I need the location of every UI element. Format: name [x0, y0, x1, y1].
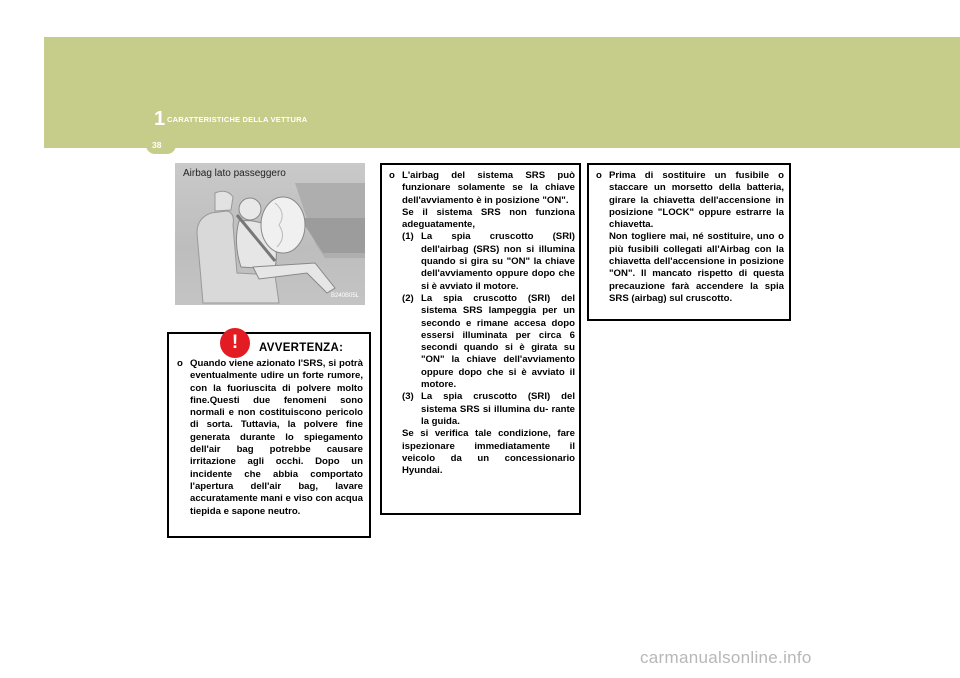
figure-code: B240B05L [330, 293, 359, 299]
airbag-drawing [175, 163, 365, 305]
list-item-text: La spia cruscotto (SRI) dell'airbag (SRS) non si illumina quando si gira su "ON" la chiave dell'avviamento oppure dopo che si è avviato il motore. [421, 231, 575, 292]
airbag-illustration [175, 163, 365, 305]
watermark: carmanualsonline.info [640, 648, 812, 667]
right-bullet: o [596, 170, 602, 181]
chapter-title: CARATTERISTICHE DELLA VETTURA [167, 115, 308, 124]
list-item-text: La spia cruscotto (SRI) del sistema SRS si illumina du- rante la guida. [421, 391, 575, 427]
middle-intro: L'airbag del sistema SRS può funzionare solamente se la chiave dell'avviamento è in posizione "ON". [402, 170, 575, 206]
header-band [44, 37, 960, 148]
list-item-text: La spia cruscotto (SRI) del sistema SRS lampeggia per un secondo e rimane accesa dopo essersi illuminata per circa 6 secondi quando si è girata su "ON" la chiave dell'avviamento oppure dopo che si è avviato il motore. [421, 292, 575, 391]
warning-text: Quando viene azionato l'SRS, si potrà eventualmente udire un forte rumore, con la fuoriuscita di polvere molto fine.Questi due fenomeni sono normali e non costituiscono pericolo di sorta. Tuttavia, la polvere fine generata durante lo spiegamento dell'air bag potrebbe causare irritazione agli occhi. Dopo un incidente che abbia comportato l'apertura dell'air bag, lavare accuratamente mani e viso con acqua tiepida e sapone neutro. [190, 358, 363, 517]
list-item-number: (2) [402, 292, 414, 304]
warning-bullet: o [177, 358, 183, 369]
figure-caption: Airbag lato passeggero [183, 168, 286, 179]
srs-info-box [380, 163, 581, 515]
chapter-number: 1 [154, 108, 166, 130]
list-item [402, 231, 575, 292]
warning-title: AVVERTENZA: [259, 342, 344, 354]
warning-box [167, 332, 371, 538]
middle-outro: Se si verifica tale condizione, fare ispezionare immediatamente il veicolo da un concessionario Hyundai. [402, 428, 575, 477]
fuse-info-box [587, 163, 791, 321]
middle-line2: Se il sistema SRS non funziona adeguatamente, [402, 206, 575, 231]
right-text-1: Prima di sostituire un fusibile o staccare un morsetto della batteria, girare la chiavetta dell'accensione in posizione "LOCK" oppure estrarre la chiavetta. [609, 170, 784, 231]
list-item-number: (3) [402, 391, 414, 403]
page-number: 38 [152, 140, 162, 150]
right-text-2: Non togliere mai, né sostituire, uno o più fusibili collegati all'Airbag con la chiavetta dell'accensione in posizione "ON". Il mancato rispetto di questa precauzione farà accendere la spia SRS (airbag) sul cruscotto. [609, 231, 784, 304]
list-item [402, 293, 575, 391]
middle-bullet: o [389, 170, 395, 181]
warning-icon: ! [220, 328, 250, 358]
list-item-number: (1) [402, 231, 414, 243]
list-item [402, 391, 575, 428]
